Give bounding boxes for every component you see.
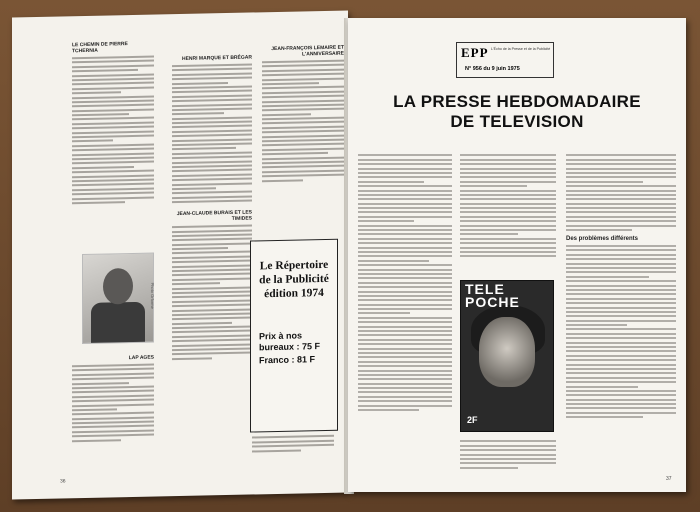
right-column-2 [460,152,556,260]
portrait-photo [82,253,154,345]
text-lines [566,245,676,418]
text-lines [172,225,252,360]
right-column-1 [358,152,452,413]
article-headline [348,92,686,132]
text-lines [460,154,556,257]
column-heading: JEAN-CLAUDE BURAIS ET LES TIMIDES [176,209,252,223]
text-lines [358,154,452,411]
issue-number: N° 956 du 9 juin 1975 [465,66,520,72]
text-lines [460,440,556,468]
tele-poche-cover [460,280,554,432]
column-heading: JEAN-FRANÇOIS LEMAIRE ET L'ANNIVERSAIRE [271,44,344,58]
column-heading: LAP AGES [128,354,154,362]
section-heading: Des problèmes différents [566,236,639,243]
epp-masthead [456,42,554,78]
left-page [12,10,348,499]
right-column-2-bottom [460,438,556,471]
epp-logo: EPP [461,45,489,60]
cover-title-line-1: TELE [465,281,505,297]
left-column-1 [72,37,154,207]
column-heading: HENRI MARQUE ET BRÉGAR [181,54,252,62]
page-number-right: 37 [666,476,672,482]
text-lines [172,63,252,203]
text-lines [72,56,154,205]
right-page [348,18,686,492]
left-column-3 [262,41,344,185]
photo-credit: Photo Orforme [150,282,155,309]
headline-line-1: LA PRESSE HEBDOMADAIRE [393,92,641,111]
epp-subtitle: L'Écho de la Presse et de la Publicité [491,47,551,51]
page-number-left: 36 [60,478,66,485]
right-column-3 [566,152,676,421]
cover-title-line-2: POCHE [465,294,520,310]
cover-title [465,283,520,309]
ad-title: Le Répertoire de la Publicité édition 1974 [259,258,329,301]
text-lines [566,154,676,231]
column-heading: LE CHEMIN DE PIERRE TCHERNIA [72,41,128,55]
left-column-2 [172,50,252,362]
text-lines [72,364,154,442]
repertoire-ad [250,239,338,433]
left-column-1-bottom [72,351,154,445]
ad-price-franco: Franco : 81 F [259,354,316,366]
headline-line-2: DE TELEVISION [450,112,584,131]
ad-price-bureaux: Prix à nos bureaux : 75 F [259,330,321,353]
cover-price: 2F [467,415,478,425]
ad-footnote [252,433,334,455]
text-lines [262,60,344,182]
